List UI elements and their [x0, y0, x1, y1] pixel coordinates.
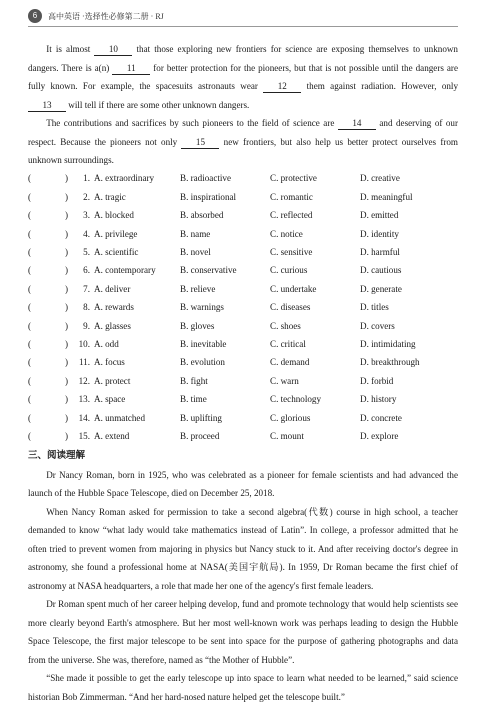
- bracket-close: ): [64, 412, 68, 423]
- question-row: [28, 390, 458, 408]
- bracket-open: (: [28, 430, 32, 441]
- option-c: C. diseases: [270, 302, 311, 313]
- question-number: 7.: [83, 283, 90, 294]
- option-d: D. forbid: [360, 375, 394, 386]
- section-title: 三、阅读理解: [28, 450, 86, 462]
- bracket-close: ): [64, 320, 68, 331]
- option-c: C. shoes: [270, 320, 301, 331]
- bracket-close: ): [64, 430, 68, 441]
- option-a: A. deliver: [94, 283, 131, 294]
- passage1-paragraph-2: [28, 114, 458, 170]
- answer-bracket[interactable]: [28, 390, 70, 409]
- blank-12: 12: [263, 80, 301, 93]
- passage2-paragraph-4: “She made it possible to get the early telescope up into space to learn what needed to be learned,” said science historian Bob Zimmerman. “And her hard-nosed nature helped get the telescope built.”: [28, 673, 458, 702]
- bracket-open: (: [28, 394, 32, 405]
- option-c: C. protective: [270, 173, 317, 184]
- bracket-open: (: [28, 283, 32, 294]
- option-b: B. fight: [180, 375, 208, 386]
- option-a: A. scientific: [94, 247, 139, 258]
- option-b: B. gloves: [180, 320, 215, 331]
- option-d: D. meaningful: [360, 191, 413, 202]
- option-b: B. inspirational: [180, 191, 237, 202]
- option-b: B. radioactive: [180, 173, 232, 184]
- option-b: B. relieve: [180, 283, 216, 294]
- option-b: B. evolution: [180, 357, 225, 368]
- option-b: B. warnings: [180, 302, 224, 313]
- option-d: D. creative: [360, 173, 400, 184]
- bracket-open: (: [28, 210, 32, 221]
- passage2-paragraph-1: Dr Nancy Roman, born in 1925, who was celebrated as a pioneer for female scientists and had advanced the launch of the Hubble Space Telescope, died on December 25, 2018.: [28, 469, 458, 499]
- answer-bracket[interactable]: [28, 317, 70, 336]
- answer-bracket[interactable]: [28, 169, 70, 188]
- bracket-open: (: [28, 191, 32, 202]
- question-row: [28, 317, 458, 335]
- option-c: C. undertake: [270, 283, 317, 294]
- option-a: A. rewards: [94, 302, 134, 313]
- option-a: A. blocked: [94, 210, 134, 221]
- answer-bracket[interactable]: [28, 188, 70, 207]
- option-d: D. generate: [360, 283, 402, 294]
- option-b: B. name: [180, 228, 211, 239]
- option-c: C. notice: [270, 228, 303, 239]
- text-segment: them against radiation. However, only: [301, 81, 458, 91]
- option-a: A. extraordinary: [94, 173, 155, 184]
- option-a: A. privilege: [94, 228, 138, 239]
- option-d: D. identity: [360, 228, 399, 239]
- option-a: A. glasses: [94, 320, 131, 331]
- bracket-open: (: [28, 173, 32, 184]
- bracket-open: (: [28, 375, 32, 386]
- text-segment: and deserving of our respect. Because the pioneers not only: [28, 118, 458, 147]
- answer-bracket[interactable]: [28, 372, 70, 391]
- option-a: A. unmatched: [94, 412, 146, 423]
- question-row: [28, 280, 458, 298]
- bracket-close: ): [64, 394, 68, 405]
- bracket-close: ): [64, 228, 68, 239]
- question-row: [28, 409, 458, 427]
- blank-10: 10: [94, 43, 132, 56]
- question-row: [28, 298, 458, 316]
- question-number: 14.: [78, 412, 90, 423]
- bracket-open: (: [28, 247, 32, 258]
- text-segment: that those exploring new frontiers for science are exposing themselves to unknown dangers. There is a(n): [28, 44, 458, 73]
- page-header: [28, 8, 458, 24]
- bracket-close: ): [64, 283, 68, 294]
- bracket-close: ): [64, 338, 68, 349]
- bracket-close: ): [64, 265, 68, 276]
- option-c: C. critical: [270, 338, 306, 349]
- question-number: 13.: [78, 394, 90, 405]
- question-number: 6.: [83, 265, 90, 276]
- question-row: [28, 427, 458, 445]
- bracket-close: ): [64, 173, 68, 184]
- question-number: 9.: [83, 320, 90, 331]
- question-row: [28, 372, 458, 390]
- option-a: A. extend: [94, 430, 130, 441]
- option-c: C. warn: [270, 375, 299, 386]
- question-number: 8.: [83, 302, 90, 313]
- question-number: 3.: [83, 210, 90, 221]
- option-c: C. romantic: [270, 191, 313, 202]
- book-title: 高中英语 ·选择性必修第二册 · RJ: [48, 11, 164, 21]
- answer-bracket[interactable]: [28, 427, 70, 446]
- blank-14: 14: [338, 117, 376, 130]
- text-segment: new frontiers, but also help us better protect ourselves from unknown surroundings.: [28, 136, 458, 165]
- question-number: 2.: [83, 191, 90, 202]
- question-options-list: [28, 170, 458, 446]
- answer-bracket[interactable]: [28, 280, 70, 299]
- option-d: D. titles: [360, 302, 389, 313]
- answer-bracket[interactable]: [28, 243, 70, 262]
- answer-bracket[interactable]: [28, 206, 70, 225]
- question-number: 11.: [78, 357, 90, 368]
- bracket-open: (: [28, 338, 32, 349]
- bracket-open: (: [28, 265, 32, 276]
- question-row: [28, 206, 458, 224]
- question-row: [28, 353, 458, 371]
- bracket-open: (: [28, 228, 32, 239]
- option-d: D. history: [360, 394, 397, 405]
- option-b: B. novel: [180, 247, 211, 258]
- question-number: 4.: [83, 228, 90, 239]
- option-b: B. absorbed: [180, 210, 224, 221]
- option-d: D. intimidating: [360, 338, 416, 349]
- answer-bracket[interactable]: [28, 335, 70, 354]
- question-number: 1.: [83, 173, 90, 184]
- option-c: C. sensitive: [270, 247, 313, 258]
- bracket-close: ): [64, 210, 68, 221]
- option-a: A. tragic: [94, 191, 126, 202]
- question-row: [28, 170, 458, 188]
- bracket-close: ): [64, 357, 68, 368]
- option-a: A. focus: [94, 357, 125, 368]
- bracket-open: (: [28, 357, 32, 368]
- option-d: D. covers: [360, 320, 395, 331]
- option-b: B. proceed: [180, 430, 220, 441]
- option-d: D. cautious: [360, 265, 402, 276]
- question-row: [28, 261, 458, 279]
- bracket-close: ): [64, 302, 68, 313]
- text-segment: The contributions and sacrifices by such pioneers to the field of science are: [46, 118, 338, 128]
- option-b: B. conservative: [180, 265, 237, 276]
- answer-bracket[interactable]: [28, 353, 70, 372]
- blank-15: 15: [181, 136, 219, 149]
- bracket-open: (: [28, 302, 32, 313]
- option-c: C. demand: [270, 357, 310, 368]
- option-c: C. mount: [270, 430, 304, 441]
- blank-11: 11: [112, 62, 150, 75]
- text-segment: for better protection for the pioneers, but that is not possible until the dangers are fully known. For example, the spacesuits astronauts wear: [28, 62, 458, 91]
- answer-bracket[interactable]: [28, 225, 70, 244]
- question-number: 10.: [78, 338, 90, 349]
- bracket-close: ): [64, 191, 68, 202]
- question-number: 5.: [83, 247, 90, 258]
- option-a: A. contemporary: [94, 265, 156, 276]
- text-segment: will tell if there are some other unknown dangers.: [66, 99, 250, 110]
- option-a: A. odd: [94, 338, 119, 349]
- option-a: A. space: [94, 394, 126, 405]
- option-b: B. time: [180, 394, 207, 405]
- passage2-paragraph-2: When Nancy Roman asked for permission to take a second algebra(代数) course in high school, a teacher demanded to know “what lady would take mathematics instead of Latin”. In college, a professor admitted that he often tried to prevent women from majoring in physics but Nancy stuck to it. And after receiving doctor's degree in astronomy, she found a professional home at NASA(美国宇航局). In 1959, Dr Roman became the first chief of astronomy at NASA headquarters, a role that made her one of the agency's first female leaders.: [28, 506, 458, 591]
- option-a: A. protect: [94, 375, 131, 386]
- header-divider: [28, 26, 458, 27]
- option-d: D. concrete: [360, 412, 402, 423]
- passage2-paragraph-3: Dr Roman spent much of her career helping develop, fund and promote technology that would help scientists see more clearly beyond Earth's atmosphere. But her most well-known work was perhaps leading to design the Hubble Space Telescope, the first major telescope to be sent into space for the purpose of gathering photographs and data from the universe. She was, therefore, named as “the Mother of Hubble”.: [28, 599, 458, 665]
- question-number: 12.: [78, 375, 90, 386]
- option-d: D. emitted: [360, 210, 399, 221]
- answer-bracket[interactable]: [28, 409, 70, 428]
- option-c: C. technology: [270, 394, 322, 405]
- question-row: [28, 335, 458, 353]
- option-d: D. explore: [360, 430, 399, 441]
- answer-bracket[interactable]: [28, 261, 70, 280]
- option-d: D. harmful: [360, 247, 400, 258]
- question-row: [28, 225, 458, 243]
- answer-bracket[interactable]: [28, 298, 70, 317]
- option-c: C. curious: [270, 265, 308, 276]
- passage1-paragraph-1: [28, 40, 458, 114]
- question-row: [28, 188, 458, 206]
- bracket-close: ): [64, 375, 68, 386]
- option-b: B. uplifting: [180, 412, 222, 423]
- question-number: 15.: [78, 430, 90, 441]
- blank-13: 13: [28, 99, 66, 112]
- text-segment: It is almost: [46, 44, 95, 54]
- option-d: D. breakthrough: [360, 357, 420, 368]
- option-c: C. glorious: [270, 412, 311, 423]
- bracket-close: ): [64, 247, 68, 258]
- option-c: C. reflected: [270, 210, 313, 221]
- question-row: [28, 243, 458, 261]
- main-content: [28, 40, 458, 706]
- bracket-open: (: [28, 412, 32, 423]
- option-b: B. inevitable: [180, 338, 227, 349]
- bracket-open: (: [28, 320, 32, 331]
- page-number: 6: [28, 9, 42, 23]
